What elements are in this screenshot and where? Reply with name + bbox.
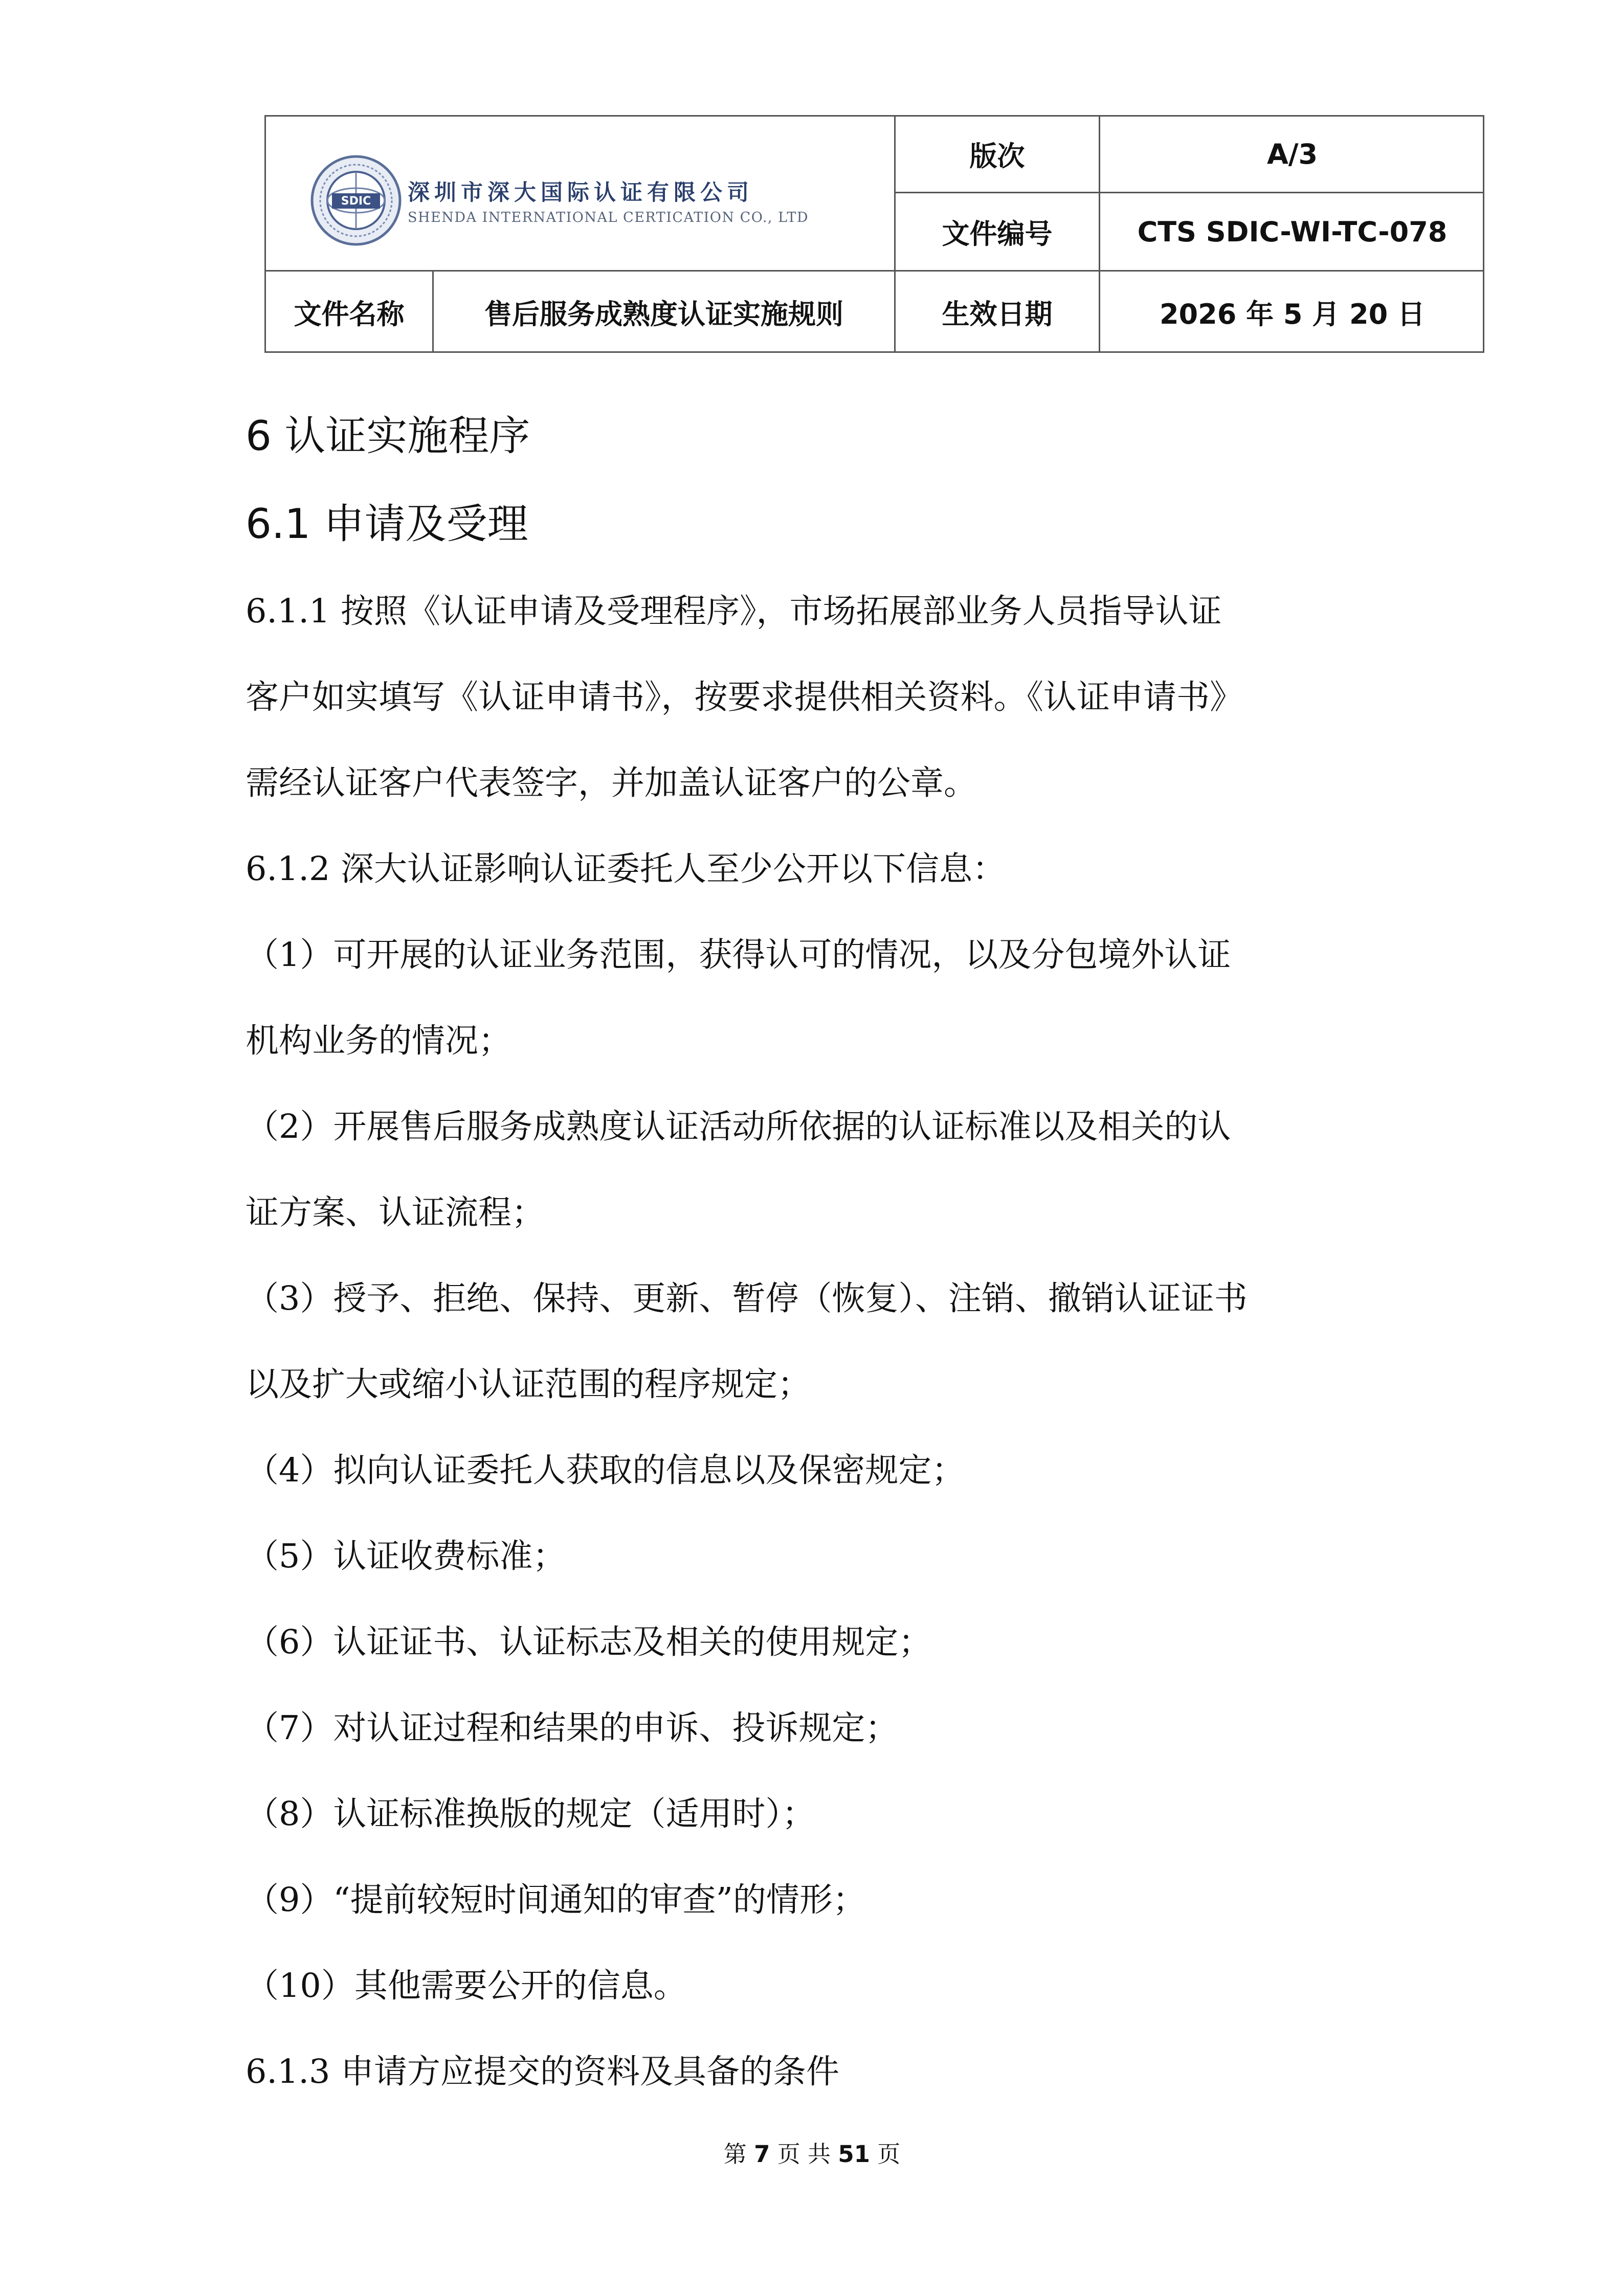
list-item: （8）认证标准换版的规定（适用时）； bbox=[246, 1795, 815, 1833]
doc-number-label: 文件编号 bbox=[942, 217, 1053, 250]
list-item: （7）对认证过程和结果的申诉、投诉规定； bbox=[246, 1709, 899, 1747]
footer-mid: 页 共 bbox=[777, 2141, 831, 2168]
subsection-heading: 6.1 申请及受理 bbox=[246, 500, 528, 548]
list-item: （1）可开展的认证业务范围，获得认可的情况，以及分包境外认证 bbox=[246, 936, 1231, 974]
list-item: （5）认证收费标准； bbox=[246, 1537, 566, 1575]
list-item: （4）拟向认证委托人获取的信息以及保密规定； bbox=[246, 1451, 965, 1490]
body-line: 需经认证客户代表签字，并加盖认证客户的公章。 bbox=[246, 764, 977, 802]
doc-name-label: 文件名称 bbox=[294, 298, 405, 330]
sdic-seal-icon bbox=[310, 155, 402, 246]
body-line: 机构业务的情况； bbox=[246, 1022, 512, 1060]
version-value: A/3 bbox=[1266, 138, 1318, 170]
page-total: 51 bbox=[838, 2141, 870, 2168]
body-line: 证方案、认证流程； bbox=[246, 1194, 545, 1232]
company-logo bbox=[310, 155, 809, 246]
body-line: 6.1.2 深大认证影响认证委托人至少公开以下信息： bbox=[246, 850, 1006, 888]
list-item: （10）其他需要公开的信息。 bbox=[246, 1967, 687, 2005]
effective-date-label: 生效日期 bbox=[942, 298, 1053, 330]
doc-number-value: CTS SDIC-WI-TC-078 bbox=[1137, 215, 1448, 248]
list-item: （9）“提前较短时间通知的审查”的情形； bbox=[246, 1881, 866, 1919]
list-item: （6）认证证书、认证标志及相关的使用规定； bbox=[246, 1623, 932, 1661]
page-footer bbox=[0, 2135, 1624, 2169]
effective-date-value: 2026 年 5 月 20 日 bbox=[1159, 298, 1425, 330]
body-line: 客户如实填写《认证申请书》，按要求提供相关资料。《认证申请书》 bbox=[246, 678, 1243, 716]
list-item: （2）开展售后服务成熟度认证活动所依据的认证标准以及相关的认 bbox=[246, 1108, 1231, 1146]
body-line: 以及扩大或缩小认证范围的程序规定； bbox=[246, 1365, 811, 1404]
body-line: 6.1.1 按照《认证申请及受理程序》，市场拓展部业务人员指导认证 bbox=[246, 592, 1222, 631]
document-header-table bbox=[264, 115, 1484, 353]
company-name-cn: 深圳市深大国际认证有限公司 bbox=[408, 180, 753, 206]
body-line: 6.1.3 申请方应提交的资料及具备的条件 bbox=[246, 2053, 840, 2091]
list-item: （3）授予、拒绝、保持、更新、暂停（恢复）、注销、撤销认证证书 bbox=[246, 1279, 1248, 1318]
company-name-en: SHENDA INTERNATIONAL CERTICATION CO., LTD bbox=[408, 210, 809, 226]
page-number: 7 bbox=[754, 2141, 770, 2168]
doc-name-value: 售后服务成熟度认证实施规则 bbox=[484, 298, 843, 330]
seal-mark: SDIC bbox=[341, 194, 371, 208]
footer-prefix: 第 bbox=[723, 2141, 747, 2168]
footer-suffix: 页 bbox=[877, 2141, 901, 2168]
section-heading: 6 认证实施程序 bbox=[246, 412, 530, 460]
version-label: 版次 bbox=[969, 140, 1025, 172]
